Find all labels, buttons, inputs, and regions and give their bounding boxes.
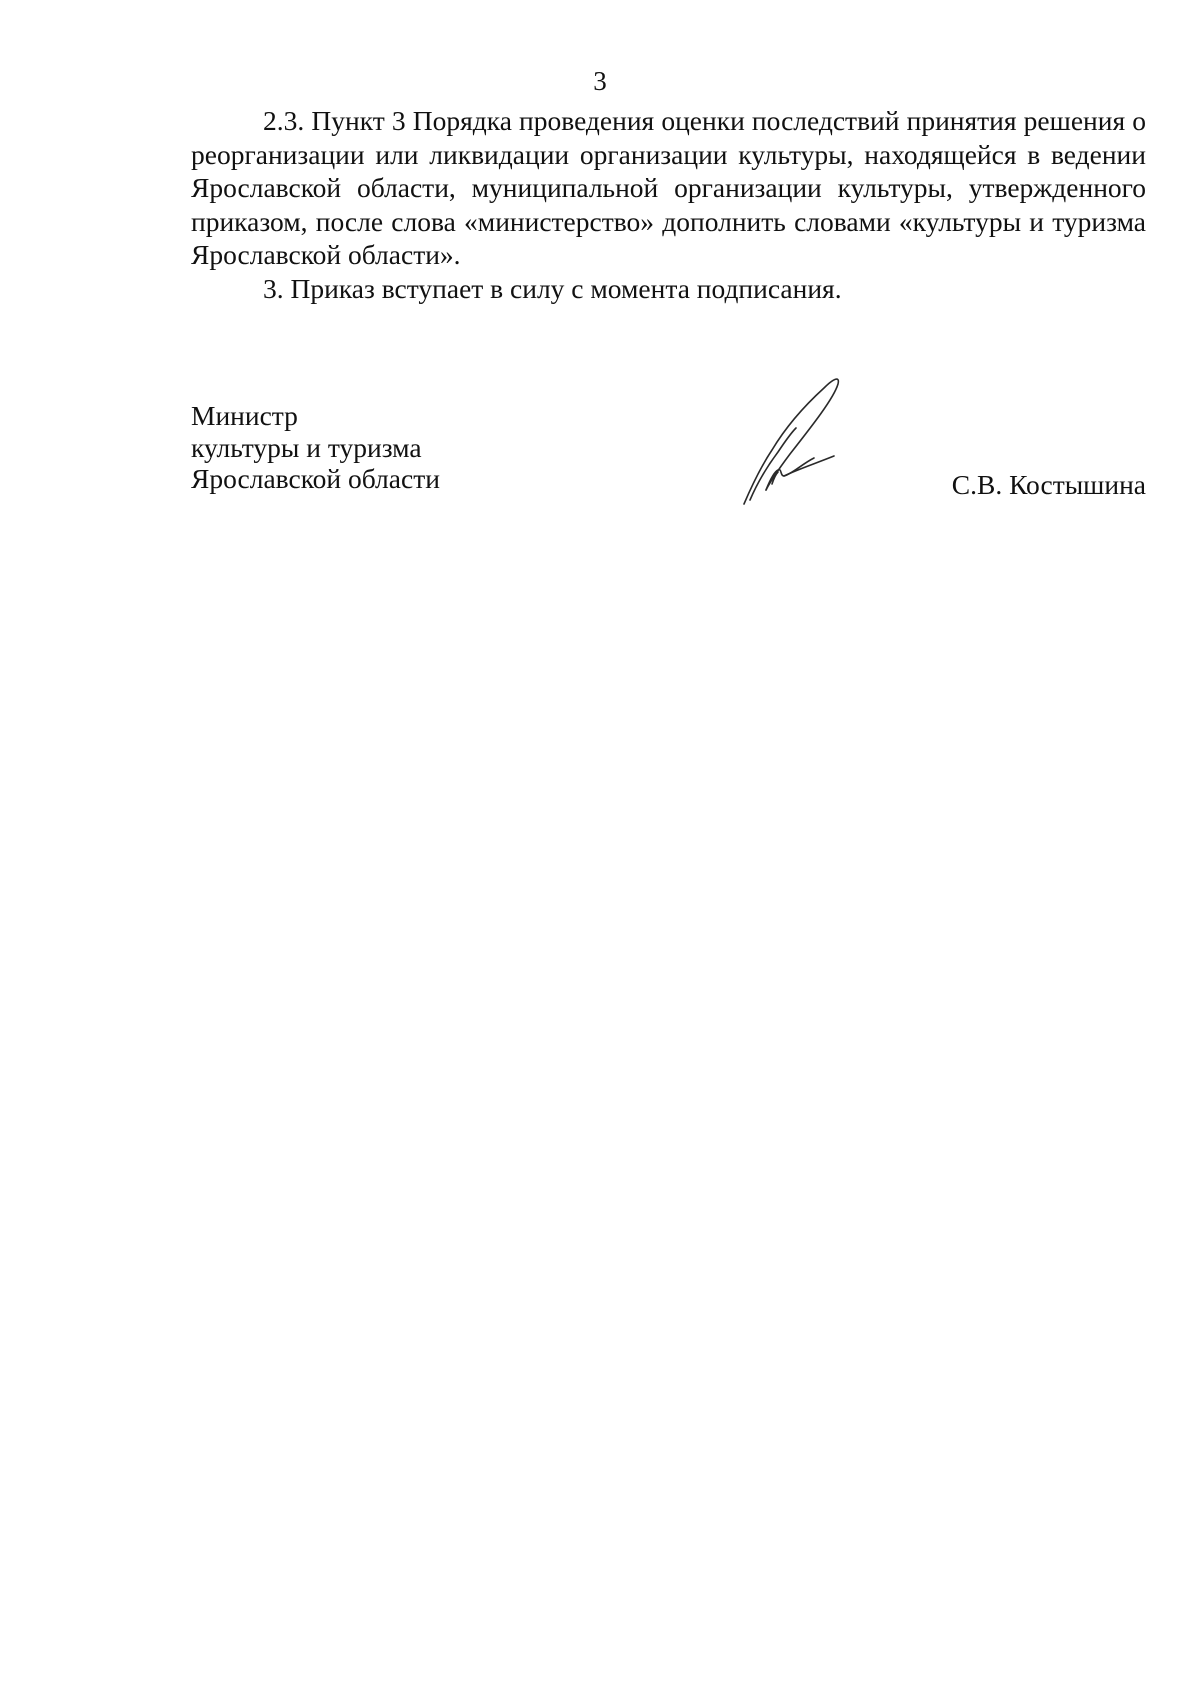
signatory-position <box>191 400 440 495</box>
position-line: культуры и туризма <box>191 431 422 463</box>
signature-block <box>191 400 1146 520</box>
paragraph-2-3: 2.3. Пункт 3 Порядка проведения оценки последствий принятия решения о реорганизации или ликвидации организации культуры, находящейся в ведении Ярославской области, муниципальной организации культуры, утвержденного приказом, после слова «министерство» дополнить словами «культуры и туризма Ярославской области». <box>191 105 1146 270</box>
handwritten-signature-icon <box>726 372 856 507</box>
paragraph-3: 3. Приказ вступает в силу с момента подписания. <box>263 272 842 304</box>
position-line: Ярославской области <box>191 463 440 494</box>
page-number: 3 <box>593 66 607 96</box>
position-line: Министр <box>191 400 298 431</box>
signer-name: С.В. Костышина <box>951 469 1146 500</box>
document-body <box>191 104 1146 305</box>
